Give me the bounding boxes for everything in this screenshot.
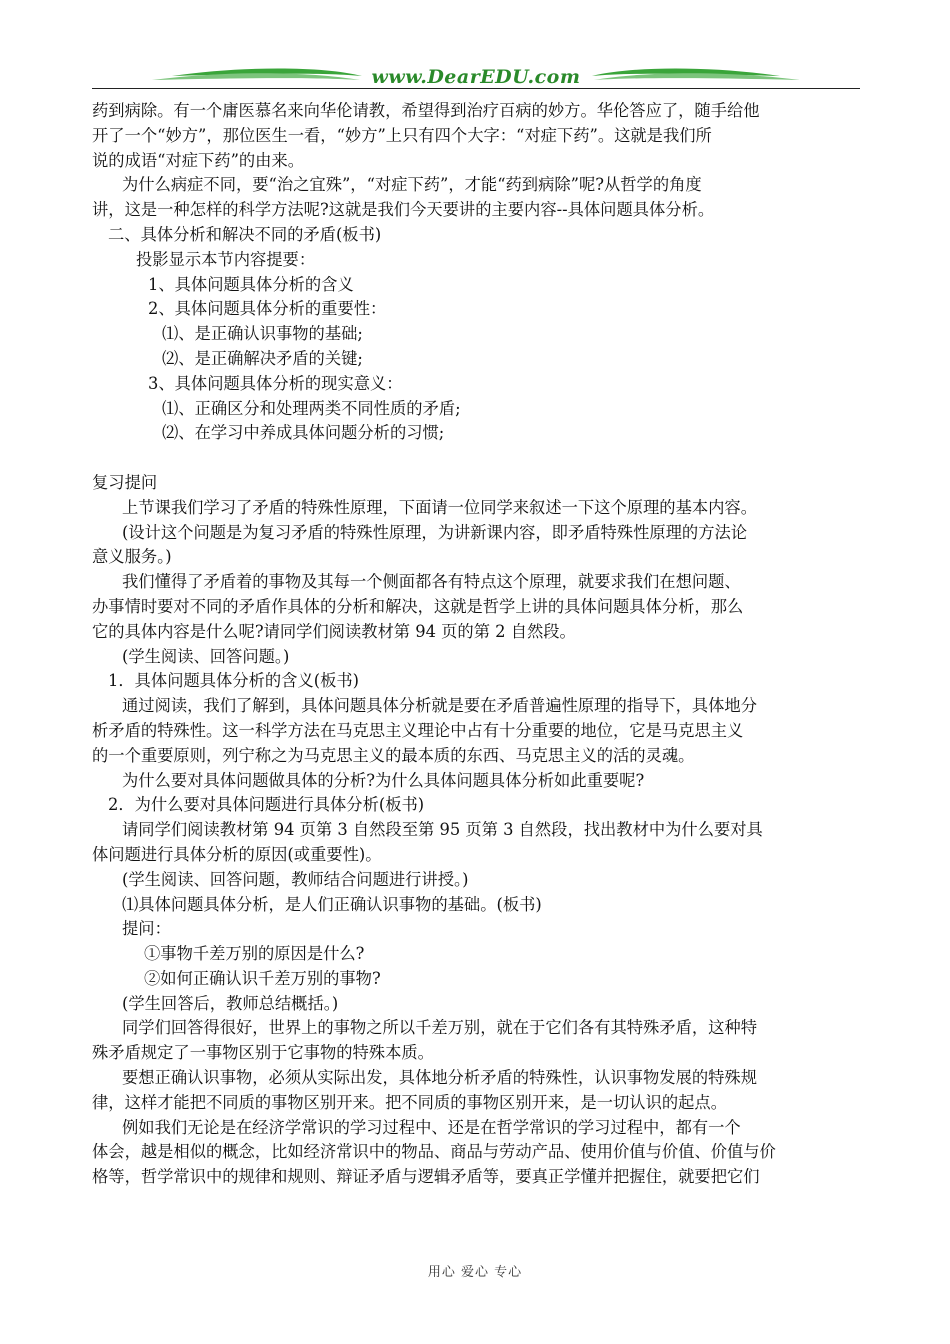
text-line: 析矛盾的特殊性。这一科学方法在马克思主义理论中占有十分重要的地位，它是马克思主义 (92, 720, 744, 740)
site-logo-text[interactable]: www.DearEDU.com (371, 66, 581, 88)
page-footer: 用心 爱心 专心 (427, 1265, 523, 1280)
list-item: ②如何正确认识千差万别的事物? (144, 968, 381, 988)
document-body (92, 99, 860, 1190)
text-line: 开了一个“妙方”，那位医生一看，“妙方”上只有四个大字：“对症下药”。这就是我们所 (92, 125, 712, 145)
text-line: 办事情时要对不同的矛盾作具体的分析和解决，这就是哲学上讲的具体问题具体分析，那么 (92, 596, 744, 616)
text-line: ⑴具体问题具体分析，是人们正确认识事物的基础。(板书) (122, 894, 542, 914)
text-line: 体问题进行具体分析的原因(或重要性)。 (92, 844, 382, 864)
text-line: 同学们回答得很好，世界上的事物之所以千差万别，就在于它们各有其特殊矛盾，这种特 (122, 1018, 757, 1038)
outline-subitem: ⑵、是正确解决矛盾的关键; (162, 348, 363, 368)
section-heading: 二、具体分析和解决不同的矛盾(板书) (108, 224, 382, 244)
section-heading: 复习提问 (92, 472, 158, 492)
outline-item: 2、具体问题具体分析的重要性： (148, 299, 387, 319)
text-line: 它的具体内容是什么呢?请同学们阅读教材第 94 页的第 2 自然段。 (92, 621, 576, 641)
list-item: ①事物千差万别的原因是什么? (144, 944, 365, 964)
text-line: 要想正确认识事物，必须从实际出发，具体地分析矛盾的特殊性，认识事物发展的特殊规 (122, 1068, 757, 1088)
outline-subitem: ⑴、正确区分和处理两类不同性质的矛盾; (162, 398, 461, 418)
text-line: 讲，这是一种怎样的科学方法呢?这就是我们今天要讲的主要内容--具体问题具体分析。 (92, 200, 715, 220)
text-line: 为什么要对具体问题做具体的分析?为什么具体问题具体分析如此重要呢? (122, 770, 645, 790)
section-heading: 2．为什么要对具体问题进行具体分析(板书) (108, 795, 425, 815)
text-line: (学生回答后，教师总结概括。) (122, 993, 339, 1013)
text-line: 为什么病症不同，要“治之宜殊”，“对症下药”，才能“药到病除”呢?从哲学的角度 (122, 175, 702, 195)
text-line: 通过阅读，我们了解到，具体问题具体分析就是要在矛盾普遍性原理的指导下，具体地分 (122, 696, 757, 716)
text-line: 律，这样才能把不同质的事物区别开来。把不同质的事物区别开来，是一切认识的起点。 (92, 1092, 727, 1112)
text-line: 药到病除。有一个庸医慕名来向华伦请教，希望得到治疗百病的妙方。华伦答应了，随手给他 (92, 101, 760, 120)
text-line: 的一个重要原则，列宁称之为马克思主义的最本质的东西、马克思主义的活的灵魂。 (92, 745, 695, 765)
text-line: 说的成语“对症下药”的由来。 (92, 150, 305, 170)
outline-subitem: ⑵、在学习中养成具体问题分析的习惯; (162, 423, 445, 443)
text-line: 请同学们阅读教材第 94 页第 3 自然段至第 95 页第 3 自然段，找出教材中为什么要对具 (122, 820, 763, 840)
text-line: 意义服务。) (92, 547, 172, 567)
blank-line (92, 446, 860, 471)
text-line: 殊矛盾规定了一事物区别于它事物的特殊本质。 (92, 1043, 434, 1063)
text-line: 投影显示本节内容提要： (136, 249, 316, 269)
text-line: (学生阅读、回答问题。) (122, 646, 290, 666)
text-line: 上节课我们学习了矛盾的特殊性原理，下面请一位同学来叙述一下这个原理的基本内容。 (122, 497, 757, 517)
text-line: 例如我们无论是在经济学常识的学习过程中、还是在哲学常识的学习过程中，都有一个 (122, 1117, 741, 1137)
text-line: 体会，越是相似的概念，比如经济常识中的物品、商品与劳动产品、使用价值与价值、价值与价 (92, 1142, 776, 1162)
header-rule (92, 88, 860, 89)
outline-item: 3、具体问题具体分析的现实意义： (148, 373, 403, 393)
text-line: 提问： (122, 919, 171, 939)
outline-subitem: ⑴、是正确认识事物的基础; (162, 324, 363, 344)
text-line: 我们懂得了矛盾着的事物及其每一个侧面都各有特点这个原理，就要求我们在想问题、 (122, 572, 741, 592)
site-header-banner (92, 62, 860, 90)
outline-item: 1、具体问题具体分析的含义 (148, 274, 354, 294)
section-heading: 1．具体问题具体分析的含义(板书) (108, 671, 360, 691)
text-line: (设计这个问题是为复习矛盾的特殊性原理，为讲新课内容，即矛盾特殊性原理的方法论 (122, 522, 748, 542)
text-line: 格等，哲学常识中的规律和规则、辩证矛盾与逻辑矛盾等，要真正学懂并把握住，就要把它们 (92, 1167, 760, 1187)
text-line: (学生阅读、回答问题，教师结合问题进行讲授。) (122, 869, 469, 889)
